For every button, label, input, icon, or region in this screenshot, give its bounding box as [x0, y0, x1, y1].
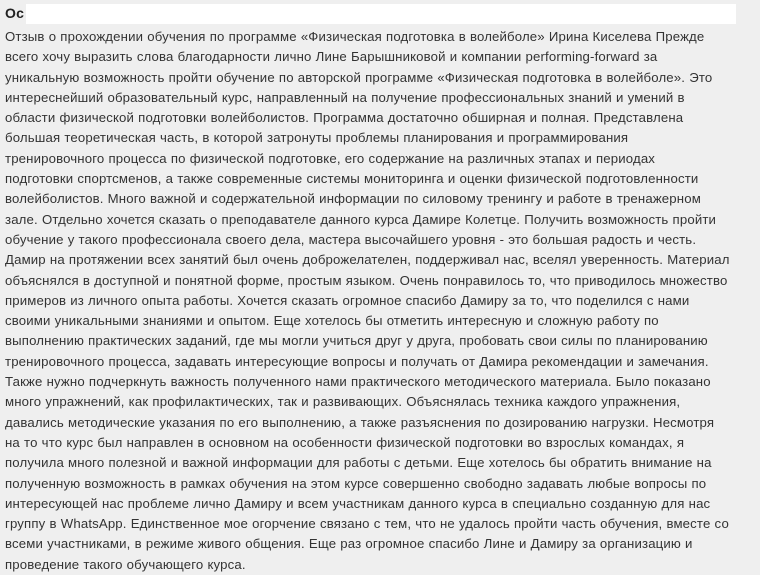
review-header — [0, 0, 760, 26]
review-text — [5, 27, 753, 575]
review-line: области физической подготовки волейболистов. Программа достаточно обширная и полная. Представлена — [5, 110, 684, 126]
review-line: объяснялся в доступной и понятной форме, простым языком. Очень понравилось то, что приводилось множество — [5, 272, 728, 288]
review-line: тренировочного процесса по физической подготовке, его содержание на различных этапах и периодах — [5, 150, 656, 166]
review-line: на то что курс был направлен в основном на особенности физической подготовки во взрослых командах, я — [5, 434, 685, 450]
review-line: интересующей нас проблеме лично Дамиру и всем участникам данного курса в специально созданную для нас — [5, 495, 711, 511]
review-line: тренировочного процесса, задавать интересующие вопросы и получать от Дамира рекомендации и замечания. — [5, 353, 709, 369]
review-line: обучение у такого профессионала своего дела, мастера высочайшего уровня - это большая радость и честь. — [5, 231, 697, 247]
review-line: Дамир на протяжении всех занятий был очень доброжелателен, поддерживал нас, вселял уверенность. Материал — [5, 252, 730, 268]
redacted-title-mask — [26, 4, 736, 24]
review-line: всеми участниками, в режиме живого общения. Еще раз огромное спасибо Лине и Дамиру за организацию и — [5, 536, 693, 552]
review-line: Также нужно подчеркнуть важность полученного нами практического методического материала. Было показано — [5, 374, 711, 390]
review-line: давались методические указания по его выполнению, а также разъяснения по дозированию нагрузки. Несмотря — [5, 414, 715, 430]
review-line: получила много полезной и важной информации для работы с детьми. Еще хотелось бы обратить внимание на — [5, 455, 712, 471]
review-title: Ос — [5, 5, 25, 21]
review-line: уникальную возможность пройти обучение по авторской программе «Физическая подготовка в волейболе». Это — [5, 69, 713, 85]
review-line: полученную возможность в рамках обучения на этом курсе совершенно свободно задавать любые вопросы по — [5, 475, 707, 491]
review-line: примеров из личного опыта работы. Хочется сказать огромное спасибо Дамиру за то, что поделился с нами — [5, 292, 690, 308]
review-line: зале. Отдельно хочется сказать о преподавателе данного курса Дамире Колетце. Получить возможность пройти — [5, 211, 717, 227]
review-line: интереснейший образовательный курс, направленный на получение профессиональных знаний и умений в — [5, 89, 685, 105]
review-line: Отзыв о прохождении обучения по программе «Физическая подготовка в волейболе» Ирина Киселева Прежде — [5, 29, 705, 44]
review-line: большая теоретическая часть, в которой затронуты проблемы планирования и программирования — [5, 130, 629, 146]
review-line: группу в WhatsApp. Единственное мое огорчение связано с тем, что не удалось пройти часть обучения, вместе со — [5, 516, 729, 532]
review-line: своими уникальными знаниями и опытом. Еще хотелось бы отметить интересную и сложную работу по — [5, 313, 659, 329]
review-line: волейболистов. Много важной и содержательной информации по силовому тренингу и работе в тренажерном — [5, 191, 701, 207]
review-line: выполнению практических заданий, где мы могли учиться друг у друга, пробовать свои силы по планированию — [5, 333, 708, 349]
review-line: проведение такого обучающего курса. — [5, 556, 246, 572]
review-line: много упражнений, как профилактических, так и развивающих. Объяснялась техника каждого упражнения, — [5, 394, 681, 410]
review-line: подготовки спортсменов, а также современные системы мониторинга и оценки физической подготовленности — [5, 171, 699, 187]
review-line: всего хочу выразить слова благодарности лично Лине Барышниковой и компании performing-forward за — [5, 49, 658, 65]
